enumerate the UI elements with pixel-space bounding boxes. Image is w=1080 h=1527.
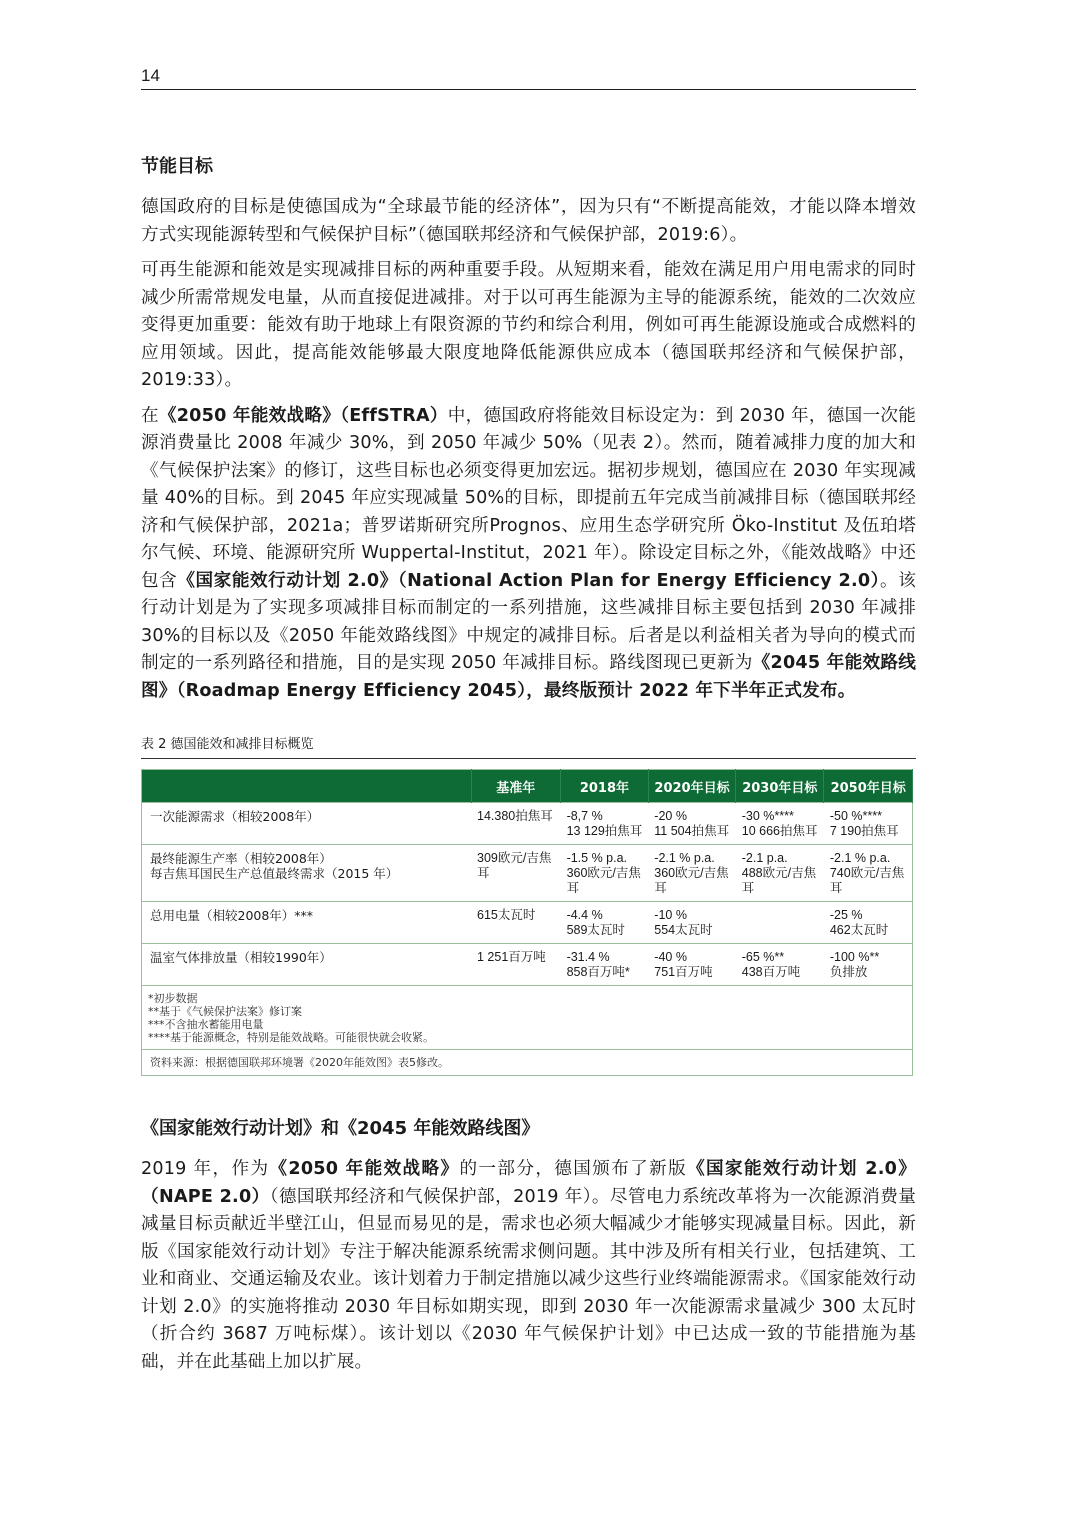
paragraph-3-text: 。该行动计划是为了实现多项减排目标而制定的一系列措施，这些减排目标主要包括到 2030 年减排 30%的目标以及《2050 年能效路线图》中规定的减排目标。后者是以利益相关者为导向的模式而制定的一系列路径和措施，目的是实现 2050 年减排目标。路线图现已更新为 bbox=[141, 570, 917, 673]
effstra-strategy-title: 《2050 年能效战略》 bbox=[269, 1159, 460, 1179]
header-rule bbox=[141, 89, 916, 90]
cell-line: -25 % bbox=[829, 908, 863, 922]
page-number: 14 bbox=[141, 66, 160, 85]
paragraph-2: 可再生能源和能效是实现减排目标的两种重要手段。从短期来看，能效在满足用户用电需求的同时减少所需常规发电量，从而直接促进减排。对于以可再生能源为主导的能源系统，能效的二次效应变得更加重要：能效有助于地球上有限资源的节约和综合利用，例如可再生能源设施或合成燃料的应用领域。因此，提高能效能够最大限度地降低能源供应成本（德国联邦经济和气候保护部，2019:33）。 bbox=[141, 260, 916, 390]
table-cell bbox=[824, 902, 913, 944]
row-label bbox=[142, 902, 472, 944]
paragraph-1: 德国政府的目标是使德国成为“全球最节能的经济体”，因为只有“不断提高能效，才能以降本增效方式实现能源转型和气候保护目标”（德国联邦经济和气候保护部，2019:6）。 bbox=[141, 197, 916, 245]
cell-line: -2.1 % p.a. bbox=[654, 851, 715, 865]
paragraph-3-text: 在 bbox=[141, 405, 159, 426]
cell-line: 462太瓦时 bbox=[829, 923, 889, 937]
table-cell: 1 251百万吨 bbox=[471, 944, 561, 986]
table-row bbox=[142, 902, 913, 944]
cell-line: -1.5 % p.a. bbox=[566, 851, 628, 865]
cell-line: 13 129拍焦耳 bbox=[566, 824, 643, 838]
row-label-line: 最终能源生产率（相较2008年） bbox=[150, 851, 332, 866]
table-cell bbox=[824, 845, 913, 902]
paragraph-4-text: （德国联邦经济和气候保护部，2019 年）。尽管电力系统改革将为一次能源消费量减量目标贡献近半壁江山，但显而易见的是，需求也必须大幅减少才能够实现减量目标。因此，新版《国家能效行动计划》专注于解决能源系统需求侧问题。其中涉及所有相关行业，包括建筑、工业和商业、交通运输及农业。该计划着力于制定措施以减少这些行业终端能源需求。《国家能效行动计划 2.0》的实施将推动 2030 年目标如期实现，即到 2030 年一次能源需求量减少 300 太瓦时（折合约 3687 万吨标煤）。该计划以《2030 年气候保护计划》中已达成一致的节能措施为基础，并在此基础上加以扩展。 bbox=[141, 1186, 917, 1372]
table-cell bbox=[736, 803, 824, 845]
table-source-row bbox=[142, 1050, 913, 1076]
cell-line: 10 666拍焦耳 bbox=[741, 824, 818, 838]
table-header-cell: 2020年目标 bbox=[648, 770, 735, 803]
table-caption: 表 2 德国能效和减排目标概览 bbox=[141, 737, 314, 752]
table-cell bbox=[648, 902, 735, 944]
table-cell bbox=[561, 944, 649, 986]
row-label bbox=[142, 845, 472, 902]
table-row bbox=[142, 944, 913, 986]
table-note: ***不含抽水蓄能用电量 bbox=[148, 1018, 264, 1031]
caption-rule bbox=[141, 758, 916, 759]
cell-line: -2.1 % p.a. bbox=[829, 851, 891, 865]
cell-line: -10 % bbox=[654, 908, 687, 922]
nape-title: 《国家能效行动计划 2.0》（National Action Plan for Energy Efficiency 2.0） bbox=[177, 570, 881, 591]
row-label-line: 每吉焦耳国民生产总值最终需求（2015 年） bbox=[150, 866, 399, 881]
table-row bbox=[142, 803, 913, 845]
table-cell bbox=[736, 902, 824, 944]
roadmap-title: 《2045 年能效路线图》（Roadmap Energy Efficiency 2045），最终版预计 2022 年下半年正式发布。 bbox=[141, 653, 916, 701]
table-cell bbox=[561, 902, 649, 944]
paragraph-4-text: 2019 年，作为 bbox=[141, 1159, 270, 1179]
table-cell bbox=[824, 944, 913, 986]
table-notes-row bbox=[142, 986, 913, 1050]
table-source: 资料来源：根据德国联邦环境署《2020年能效图》表5修改。 bbox=[142, 1050, 913, 1076]
table-cell: 615太瓦时 bbox=[471, 902, 561, 944]
table-cell: 14.380拍焦耳 bbox=[471, 803, 561, 845]
cell-line: 7 190拍焦耳 bbox=[829, 824, 899, 838]
table-cell bbox=[648, 944, 735, 986]
table-notes bbox=[142, 986, 913, 1050]
paragraph-3 bbox=[141, 403, 916, 706]
table-cell bbox=[561, 803, 649, 845]
table-cell bbox=[736, 944, 824, 986]
cell-line: 589太瓦时 bbox=[566, 923, 625, 937]
cell-line: -4.4 % bbox=[566, 908, 603, 922]
paragraph-4-text: 的一部分，德国颁布了新版 bbox=[459, 1159, 688, 1179]
cell-line: -50 %**** bbox=[829, 809, 882, 823]
spacer bbox=[141, 1076, 916, 1112]
cell-line: 11 504拍焦耳 bbox=[654, 824, 730, 838]
table-header-cell: 2050年目标 bbox=[824, 770, 913, 803]
cell-line: -31.4 % bbox=[566, 950, 610, 964]
cell-line: -20 % bbox=[654, 809, 687, 823]
table-cell bbox=[648, 845, 735, 902]
row-label-line: 总用电量（相较2008年）*** bbox=[150, 908, 314, 923]
cell-line: 360欧元/吉焦耳 bbox=[566, 866, 641, 895]
targets-table bbox=[141, 769, 913, 1076]
cell-line: 554太瓦时 bbox=[654, 923, 713, 937]
cell-line: -65 %** bbox=[741, 950, 785, 964]
cell-line: 858百万吨* bbox=[566, 965, 630, 979]
table-header-cell: 基准年 bbox=[471, 770, 561, 803]
table-cell bbox=[736, 845, 824, 902]
row-label bbox=[142, 803, 472, 845]
paragraph-3-text: 中，德国政府将能效目标设定为：到 2030 年，德国一次能源消费量比 2008 年减少 30%，到 2050 年减少 50%（见表 2）。然而，随着减排力度的加大和《气候保护法案》的修订，这些目标也必须变得更加宏远。据初步规划，德国应在 2030 年实现减量 40%的目标。到 2045 年应实现减量 50%的目标，即提前五年完成当前减排目标（德国联邦经济和气候保护部，2021a；普罗诺斯研究所Prognos、应用生态学研究所 Öko-Institut 及伍珀塔尔气候、环境、能源研究所 Wuppertal-Institut，2021 年）。除设定目标之外，《能效战略》中还包含 bbox=[141, 405, 916, 591]
cell-line: 负排放 bbox=[829, 965, 868, 979]
table-cell bbox=[824, 803, 913, 845]
row-label-line: 温室气体排放量（相较1990年） bbox=[150, 950, 332, 965]
row-label-line: 一次能源需求（相较2008年） bbox=[150, 809, 320, 824]
table-header-cell: 2030年目标 bbox=[736, 770, 824, 803]
effstra-strategy-title: 《2050 年能效战略》（EffSTRA） bbox=[158, 405, 448, 426]
cell-line: -2.1 p.a. bbox=[741, 851, 788, 865]
cell-line: 488欧元/吉焦耳 bbox=[741, 866, 817, 895]
cell-line: -30 %**** bbox=[741, 809, 794, 823]
cell-line: 740欧元/吉焦耳 bbox=[829, 866, 905, 895]
table-cell: 309欧元/吉焦耳 bbox=[471, 845, 561, 902]
page-content bbox=[141, 150, 916, 1384]
cell-line: -40 % bbox=[654, 950, 687, 964]
table-cell bbox=[648, 803, 735, 845]
table-row bbox=[142, 845, 913, 902]
cell-line: -100 %** bbox=[829, 950, 880, 964]
section-heading-nape-roadmap: 《国家能效行动计划》和《2045 年能效路线图》 bbox=[141, 1118, 540, 1139]
table-note: *初步数据 bbox=[148, 992, 198, 1005]
table-header-cell: 2018年 bbox=[561, 770, 649, 803]
table-note: ****基于能源概念，特别是能效战略。可能很快就会收紧。 bbox=[148, 1031, 434, 1044]
table-header-cell bbox=[142, 770, 472, 803]
paragraph-4 bbox=[141, 1156, 916, 1376]
cell-line: -8,7 % bbox=[566, 809, 603, 823]
cell-line: 751百万吨 bbox=[654, 965, 713, 979]
table-header-row bbox=[142, 770, 913, 803]
nape-title: 《国家能效行动计划 2.0》（NAPE 2.0） bbox=[141, 1159, 917, 1207]
table-note: **基于《气候保护法案》修订案 bbox=[148, 1005, 302, 1018]
section-heading-energy-targets: 节能目标 bbox=[141, 156, 213, 177]
row-label bbox=[142, 944, 472, 986]
cell-line: 438百万吨 bbox=[741, 965, 801, 979]
cell-line: 360欧元/吉焦耳 bbox=[654, 866, 729, 895]
table-cell bbox=[561, 845, 649, 902]
